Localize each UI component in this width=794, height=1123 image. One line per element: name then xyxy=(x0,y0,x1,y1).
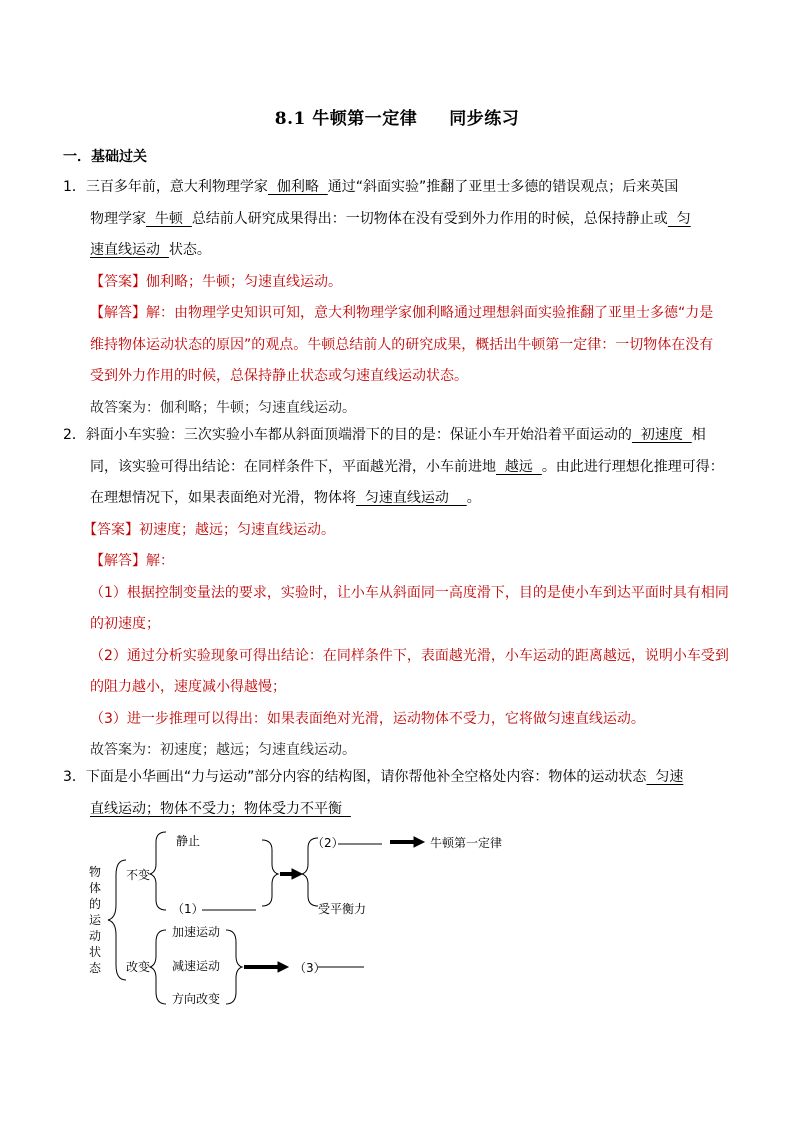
q1-solution: 【解答】解：由物理学史知识可知，意大利物理学家伽利略通过理想斜面实验推翻了亚里士多德“力是 xyxy=(90,305,714,321)
change-types-brace xyxy=(226,930,242,1004)
label-decelerating: 减速运动 xyxy=(172,959,221,973)
question-2: 2．斜面小车实验：三次实验小车都从斜面顶端滑下的目的是：保证小车开始沿着平面运动的 初速度 相 同，该实验可得出结论：在同样条件下，平面越光滑，小车前进地 越远 。由此进行理想化推理可得： 在理想情况下，如果表面绝对光滑，物体将 匀速直线运动 。 【答案】初速度；越远；匀速直线运动。 【解答】解： （1）根据控制变量法的要求，实验时，让小车从斜面同一高度滑下，目的是使小车到达平面时具有相同 的初速度； （2）通过分析实验现象可得出结论：在同样条件下，表面越光滑，小车运动的距离越远，说明小车受到 的阻力越小，速度减小得越慢； （3）进一步推理可以得出：如果表面绝对光滑，运动物体不受力，它将做匀速直线运动。 故答案为：初速度；越远；匀速直线运动。 xyxy=(63,420,723,767)
changed-brace xyxy=(150,930,166,1004)
q1-number: 1． xyxy=(63,179,86,195)
question-3: 3．下面是小华画出“力与运动”部分内容的结构图，请你帮他补全空格处内容：物体的运动状态 匀速 直线运动；物体不受力；物体受力不平衡 xyxy=(63,769,684,817)
label-blank-3: （3） xyxy=(294,961,326,975)
q1-blank-3: 匀 xyxy=(667,210,691,227)
force-motion-diagram xyxy=(80,820,720,1020)
label-balanced-force: 受平衡力 xyxy=(318,902,367,916)
label-unchanged: 不变 xyxy=(126,868,151,882)
unchanged-brace xyxy=(150,832,166,910)
title-main: 8.1 牛顿第一定律 xyxy=(274,109,418,129)
label-changed: 改变 xyxy=(126,960,151,974)
root-label: 物 体 的 运 动 状 态 xyxy=(88,865,101,975)
q1-blank-2: 牛顿 xyxy=(146,210,192,227)
q2-number: 2． xyxy=(63,427,86,443)
q2-answer: 【答案】初速度；越远；匀速直线运动。 xyxy=(83,521,335,538)
state-brace xyxy=(262,840,278,906)
label-newton-first-law: 牛顿第一定律 xyxy=(430,836,503,850)
root-brace xyxy=(108,860,126,980)
q2-solution: 【解答】解： xyxy=(90,553,174,569)
arrow-3-head xyxy=(278,962,288,972)
q1-final-answer: 故答案为：伽利略；牛顿；匀速直线运动。 xyxy=(90,399,356,416)
question-1: 1．三百多年前，意大利物理学家 伽利略 通过“斜面实验”推翻了亚里士多德的错误观点；后来英国 物理学家 牛顿 总结前人研究成果得出：一切物体在没有受到外力作用的时候，总保持静止或 匀 速直线运动 状态。 【答案】伽利略；牛顿；匀速直线运动。 【解答】解：由物理学史知识可知，意大利物理学家伽利略通过理想斜面实验推翻了亚里士多德“力是 维持物体运动状态的原因”的观点。牛顿总结前人的研究成果，概括出牛顿第一定律：一切物体在没有 受到外力作用的时候，总保持静止状态或匀速直线运动状态。 故答案为：伽利略；牛顿；匀速直线运动。 xyxy=(63,172,723,424)
arrow-1-head xyxy=(292,869,302,879)
arrow-2-head xyxy=(414,837,424,847)
q1-blank-1: 伽利略 xyxy=(267,179,328,195)
q3-number: 3． xyxy=(63,769,86,785)
label-accelerating: 加速运动 xyxy=(172,925,221,939)
label-blank-2: （2） xyxy=(312,836,344,850)
q1-answer: 【答案】伽利略；牛顿；匀速直线运动。 xyxy=(90,273,342,290)
q2-blank-3: 匀速直线运动 xyxy=(356,490,467,506)
q2-final-answer: 故答案为：初速度；越远；匀速直线运动。 xyxy=(90,742,356,758)
q2-blank-2: 越远 xyxy=(496,458,542,475)
title-sub: 同步练习 xyxy=(449,109,520,129)
q3-blank-1: 匀速 xyxy=(646,769,684,785)
page-title xyxy=(0,104,794,129)
q2-blank-1: 初速度 xyxy=(631,427,692,443)
label-blank-1: （1） xyxy=(172,902,204,916)
label-direction-change: 方向改变 xyxy=(172,992,221,1006)
section-heading: 一．基础过关 xyxy=(63,149,147,165)
label-rest: 静止 xyxy=(176,834,201,848)
